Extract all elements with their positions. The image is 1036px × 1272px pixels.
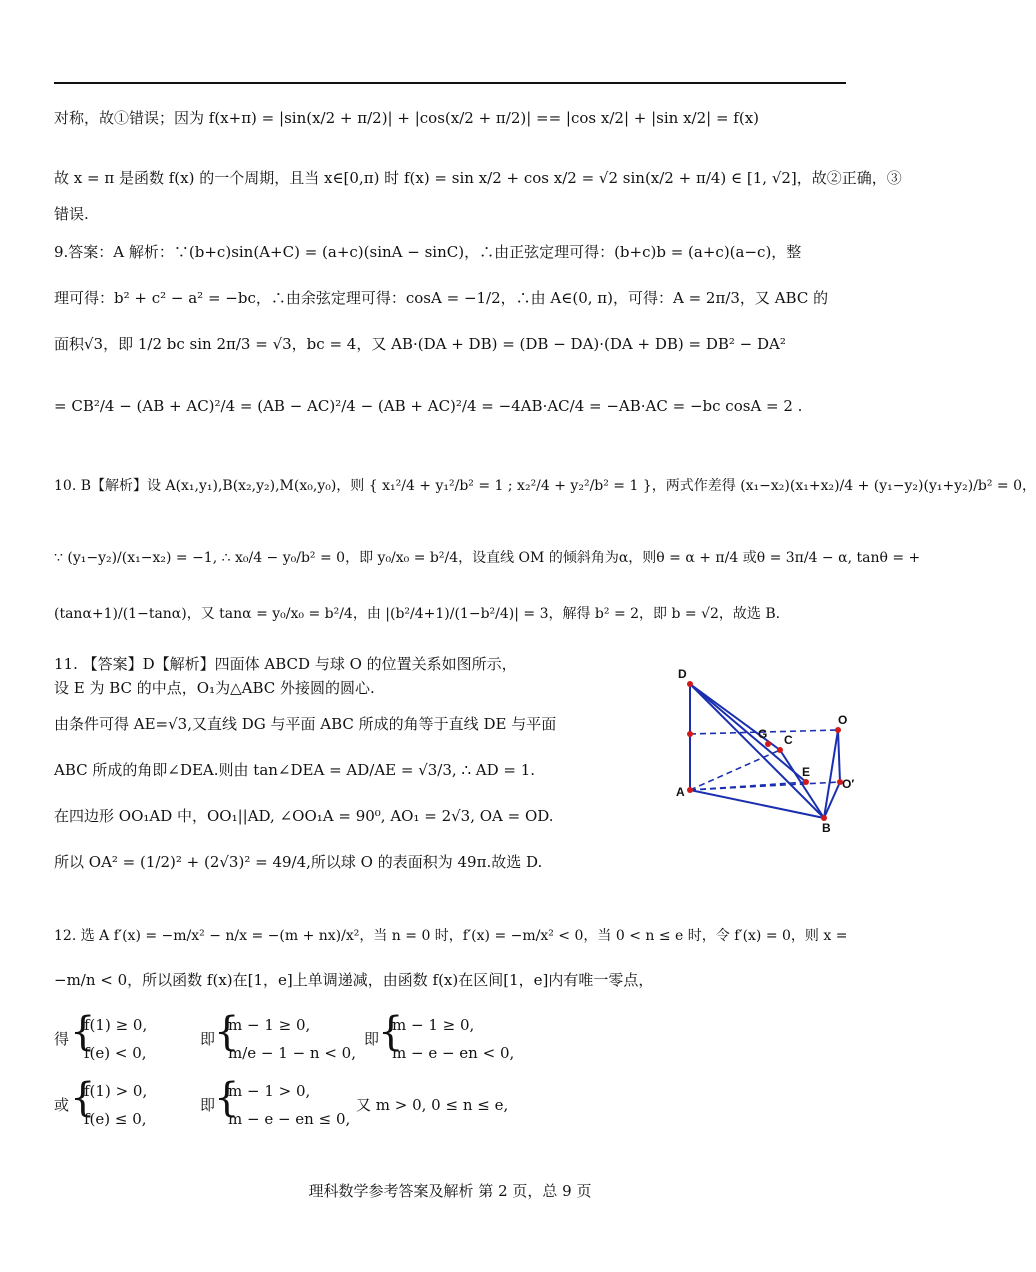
- text-line-10: (tanα+1)/(1−tanα)，又 tanα = y₀/x₀ = b²/4，由 |(b²/4+1)/(1−b²/4)| = 3，解得 b² = 2，即 b = √2，故选 B.: [54, 606, 781, 622]
- page-footer: 理科数学参考答案及解析 第 2 页，总 9 页: [308, 1182, 592, 1200]
- text-line-12: 设 E 为 BC 的中点，O₁为△ABC 外接圆的圆心.: [54, 679, 375, 697]
- text-line-1: 对称，故①错误；因为 f(x+π) = |sin(x/2 + π/2)| + |cos(x/2 + π/2)| == |cos x/2| + |sin x/2| = f(x): [54, 109, 760, 127]
- system-1-cond-2: f(e) < 0,: [84, 1044, 147, 1062]
- system-1-prefix: 得: [54, 1030, 70, 1048]
- system-1c-cond-2: m − e − en < 0,: [392, 1044, 515, 1062]
- label-B: B: [822, 821, 831, 835]
- system-1b-brace: {: [214, 1009, 240, 1055]
- point-A: [687, 787, 693, 793]
- header-rule: [54, 82, 846, 84]
- text-line-8: 10. B【解析】设 A(x₁,y₁),B(x₂,y₂),M(x₀,y₀)，则 { x₁²/4 + y₁²/b² = 1 ; x₂²/4 + y₂²/b² = 1 }，两式作差得 (x₁−x₂)(x₁+x₂)/4 + (y₁−y₂)(y₁+y₂)/b² = 0，: [54, 478, 1036, 494]
- edge-OB: [824, 730, 838, 818]
- system-1c-prefix: 即: [364, 1030, 380, 1048]
- system-2b-prefix: 即: [200, 1096, 216, 1114]
- point-G: [765, 741, 771, 747]
- text-line-7: = CB²/4 − (AB + AC)²/4 = (AB − AC)²/4 − (AB + AC)²/4 = −4AB·AC/4 = −AB·AC = −bc cosA = 2 .: [54, 397, 803, 415]
- text-line-2: 故 x = π 是函数 f(x) 的一个周期，且当 x∈[0,π) 时 f(x) = sin x/2 + cos x/2 = √2 sin(x/2 + π/4) ∈ [1, √2]，故②正确，③: [54, 169, 902, 187]
- system-2-tail: 又 m > 0, 0 ≤ n ≤ e,: [356, 1096, 509, 1114]
- edge-OO1: [838, 730, 840, 782]
- point-O: [835, 727, 841, 733]
- system-2b-brace: {: [214, 1075, 240, 1121]
- dashed-AC: [690, 750, 780, 790]
- text-line-17: 12. 选 A f′(x) = −m/x² − n/x = −(m + nx)/x²，当 n = 0 时，f′(x) = −m/x² < 0，当 0 < n ≤ e 时，令 f′(x) = 0，则 x =: [54, 928, 848, 944]
- system-1-cond-1: f(1) ≥ 0,: [84, 1016, 148, 1034]
- label-G: G: [758, 727, 768, 741]
- system-2b-cond-1: m − 1 > 0,: [228, 1082, 311, 1100]
- system-1c-cond-1: m − 1 ≥ 0,: [392, 1016, 475, 1034]
- text-line-18: −m/n < 0，所以函数 f(x)在[1，e]上单调递减，由函数 f(x)在区间[1，e]内有唯一零点，: [54, 971, 654, 989]
- text-line-13: 由条件可得 AE=√3,又直线 DG 与平面 ABC 所成的角等于直线 DE 与平面: [54, 715, 557, 733]
- system-1b-cond-2: m/e − 1 − n < 0,: [228, 1044, 356, 1062]
- label-O: O: [838, 713, 848, 727]
- edge-AB: [690, 790, 824, 818]
- system-1b-prefix: 即: [200, 1030, 216, 1048]
- text-line-16: 所以 OA² = (1/2)² + (2√3)² = 49/4,所以球 O 的表面积为 49π.故选 D.: [54, 853, 543, 871]
- label-O1: O′: [842, 777, 855, 791]
- system-2-cond-1: f(1) > 0,: [84, 1082, 148, 1100]
- text-line-11: 11. 【答案】D【解析】四面体 ABCD 与球 O 的位置关系如图所示，: [54, 655, 517, 673]
- point-C: [777, 747, 783, 753]
- system-2-cond-2: f(e) ≤ 0,: [84, 1110, 147, 1128]
- text-line-15: 在四边形 OO₁AD 中，OO₁||AD, ∠OO₁A = 90⁰, AO₁ = 2√3, OA = OD.: [54, 807, 554, 825]
- text-line-14: ABC 所成的角即∠DEA.则由 tan∠DEA = AD/AE = √3/3, ∴ AD = 1.: [54, 761, 536, 779]
- point-mid: [687, 731, 693, 737]
- edge-DB: [690, 684, 824, 818]
- text-line-5: 理可得：b² + c² − a² = −bc，∴由余弦定理可得：cosA = −1/2，∴由 A∈(0, π)，可得：A = 2π/3，又 ABC 的: [54, 289, 829, 307]
- label-D: D: [678, 667, 687, 681]
- tetrahedron-sphere-figure: [668, 664, 854, 834]
- text-line-9: ∵ (y₁−y₂)/(x₁−x₂) = −1, ∴ x₀/4 − y₀/b² = 0，即 y₀/x₀ = b²/4，设直线 OM 的倾斜角为α，则θ = α + π/4 或θ = 3π/4 − α, tanθ = +: [54, 550, 921, 566]
- label-A: A: [676, 785, 685, 799]
- system-2-brace: {: [70, 1075, 96, 1121]
- system-1c-brace: {: [378, 1009, 404, 1055]
- text-line-3: 错误.: [54, 205, 89, 223]
- system-2b-cond-2: m − e − en ≤ 0,: [228, 1110, 351, 1128]
- point-E: [803, 779, 809, 785]
- text-line-4: 9.答案：A 解析：∵(b+c)sin(A+C) = (a+c)(sinA − sinC)，∴由正弦定理可得：(b+c)b = (a+c)(a−c)，整: [54, 243, 802, 261]
- point-D: [687, 681, 693, 687]
- label-C: C: [784, 733, 793, 747]
- label-E: E: [802, 765, 811, 779]
- system-1b-cond-1: m − 1 ≥ 0,: [228, 1016, 311, 1034]
- system-1-brace: {: [70, 1009, 96, 1055]
- text-line-6: 面积√3，即 1/2 bc sin 2π/3 = √3，bc = 4，又 AB·(DA + DB) = (DB − DA)·(DA + DB) = DB² − DA²: [54, 335, 786, 353]
- system-2-prefix: 或: [54, 1096, 70, 1114]
